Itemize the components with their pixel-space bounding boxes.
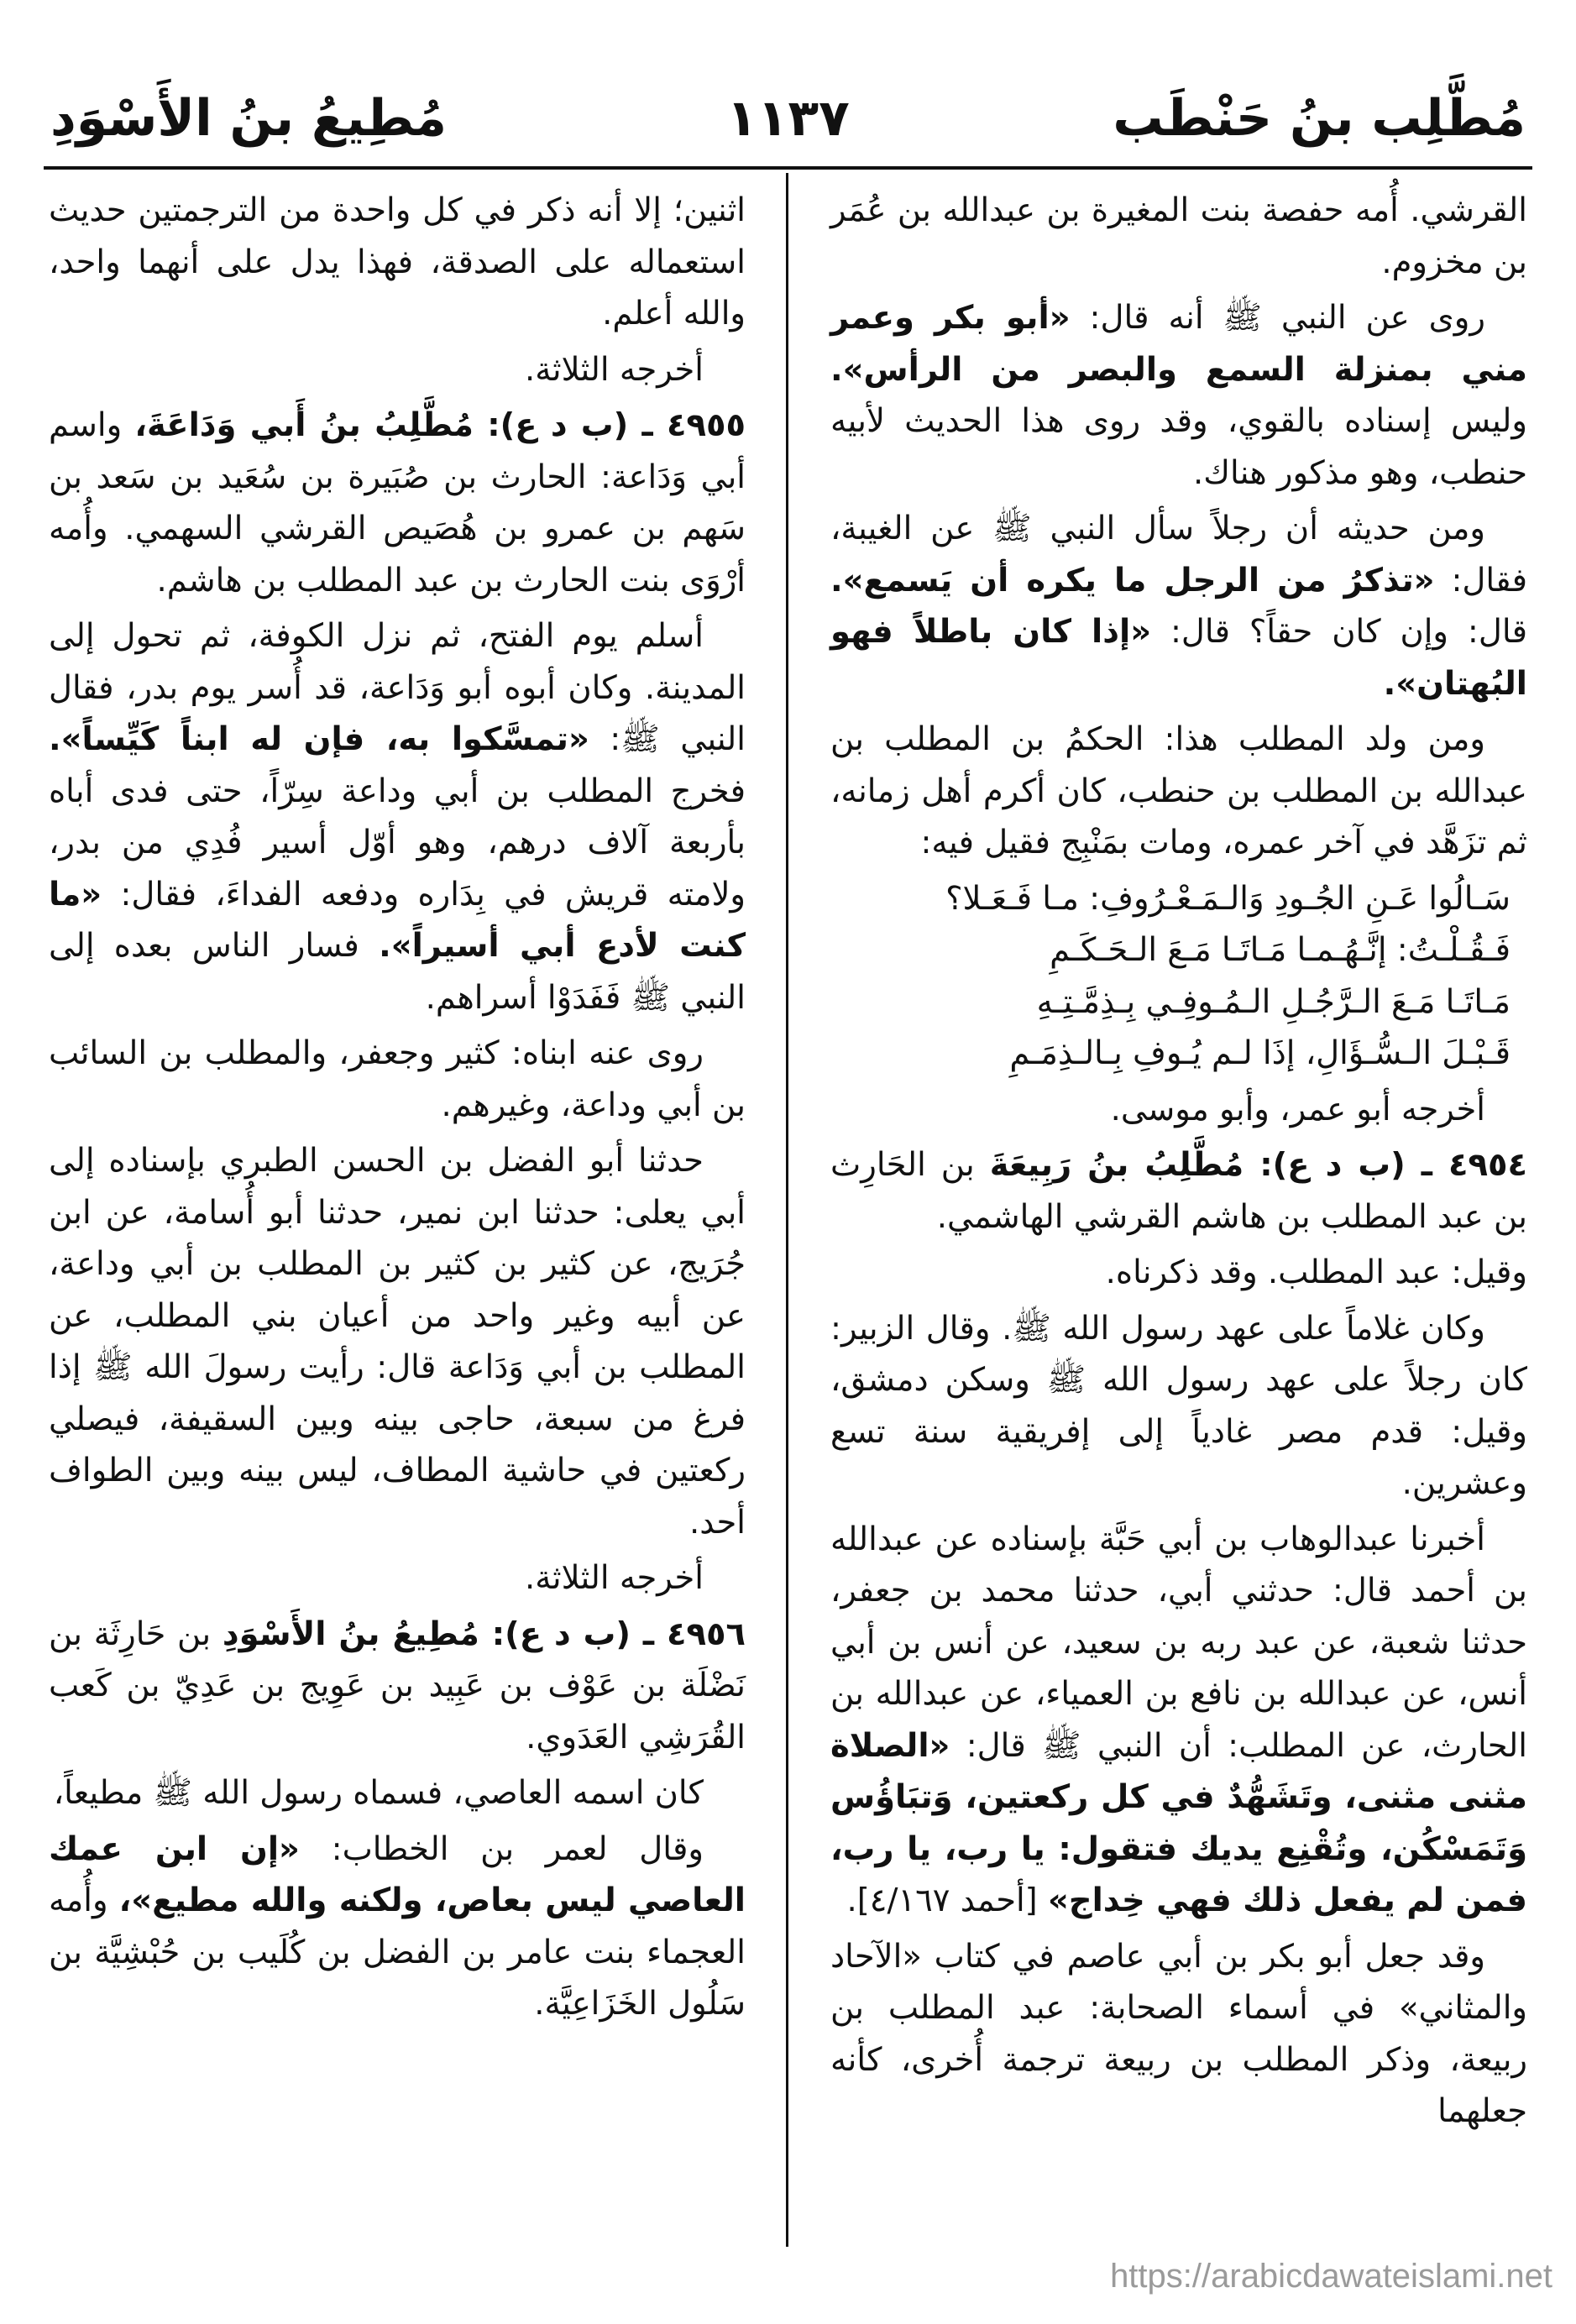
paragraph <box>830 1303 1527 1510</box>
paragraph <box>49 1552 746 1604</box>
text: بن الحَارِث بن عبد المطلب بن هاشم القرشي الهاشمي. <box>830 1146 1527 1236</box>
text: واسم أبي وَدَاعة: الحارث بن صُبَيرة بن سُعَيد بن سَعد بن سَهم بن عمرو بن هُصَيص القرشي السهمي. وأُمه أرْوَى بنت الحارث بن عبد المطلب بن هاشم. <box>49 406 746 599</box>
paragraph <box>49 610 746 1023</box>
verse-line: قَـبْـلَ الـسُّـؤَالِ، إذَا لـم يُـوفِ بِـالـذِمَـمِ <box>1009 1034 1511 1072</box>
hadith-quote: «تذكرُ من الرجل ما يكره أن يَسمع». <box>830 561 1435 599</box>
paragraph <box>830 503 1527 709</box>
column-divider <box>786 173 788 2247</box>
text: روى عنه ابناه: كثير وجعفر، والمطلب بن السائب بن أبي وداعة، وغيرهم. <box>49 1034 746 1124</box>
header-rule <box>44 166 1532 170</box>
poem <box>830 873 1527 1080</box>
paragraph <box>830 292 1527 499</box>
verse-line: فَـقُـلْـتُ: إنَّـهُـمـا مَـاتَـا مَـعَ الـحَـكَـمِ <box>1050 931 1511 969</box>
text: كان اسمه العاصي، فسماه رسول الله ﷺ مطيعاً، <box>53 1774 704 1812</box>
quote: «ما كنت لأدع أبي أسيراً». <box>49 875 746 965</box>
text: اثنين؛ إلا أنه ذكر في كل واحدة من الترجمتين حديث استعماله على الصدقة، فهذا يدل على أنهما واحد، والله أعلم. <box>49 191 746 332</box>
hadith-quote: «الصلاة مثنى مثنى، وتَشَهُّدٌ في كل ركعتين، وَتبَاؤُس وَتَمَسْكُن، وتُقْنِع يديك فتقول: يا رب، يا رب، فمن لم يفعل ذلك فهي خِداج» <box>830 1726 1527 1919</box>
running-title-left: مُطِيعُ بنُ الأَسْوَدِ <box>50 89 448 148</box>
paragraph <box>830 1514 1527 1927</box>
paragraph <box>49 1028 746 1131</box>
verse-line: سَـالُوا عَـنِ الجُـودِ وَالـمَـعْـرُوفِ: مـا فَـعَـلا؟ <box>945 879 1511 918</box>
text: وكان غلاماً على عهد رسول الله ﷺ. وقال الزبير: كان رجلاً على عهد رسول الله ﷺ وسكن دمشق، وقيل: قدم مصر غادياً إلى إفريقية سنة تسع وعشرين. <box>830 1309 1527 1502</box>
text: أسلم يوم الفتح، ثم نزل الكوفة، ثم تحول إلى المدينة. وكان أبوه أبو وَدَاعة، قد أُسر يوم بدر، فقال النبي ﷺ: <box>49 617 746 758</box>
entry-heading: ٤٩٥٤ ـ (ب د ع): مُطَّلِبُ بنُ رَبِيعَةَ <box>989 1146 1527 1184</box>
running-title-right: مُطَّلِب بنُ حَنْطَب <box>1113 89 1526 148</box>
text: أخرجه الثلاثة. <box>524 1559 704 1597</box>
entry-4956 <box>49 1609 746 1764</box>
paragraph <box>830 1084 1527 1136</box>
paragraph <box>830 714 1527 869</box>
hadith-quote: «إن ابن عمك العاصي ليس بعاص، ولكنه والله مطيع»، <box>49 1829 746 1919</box>
text: حدثنا أبو الفضل بن الحسن الطبري بإسناده إلى أبي يعلى: حدثنا ابن نمير، حدثنا أبو أُسامة، عن ابن جُرَيج، عن كثير بن كثير بن المطلب بن أبي وداعة، عن أبيه وغير واحد من أعيان بني المطلب، عن المطلب بن أبي وَدَاعة قال: رأيت رسولَ الله ﷺ إذا فرغ من سبعة، حاجى بينه وبين السقيفة، فيصلي ركعتين في حاشية المطاف، ليس بينه وبين الطواف أحد. <box>49 1142 746 1541</box>
entry-heading: ٤٩٥٥ ـ (ب د ع): مُطَّلِبُ بنُ أَبي وَدَاعَةَ، <box>134 406 746 444</box>
page-header <box>44 84 1532 160</box>
watermark-url: https://arabicdawateislami.net <box>1110 2258 1552 2295</box>
hadith-quote: «تمسَّكوا به، فإن له ابناً كَيِّساً». <box>49 720 589 758</box>
right-column <box>830 185 1527 2142</box>
paragraph <box>49 1135 746 1548</box>
paragraph <box>830 1247 1527 1299</box>
paragraph <box>49 1824 746 2030</box>
text: بن حَارِثَة بن نَضْلَة بن عَوْف بن عَبِيد بن عَوِيج بن عَدِيّ بن كَعب القُرَشِي العَدَوي. <box>49 1615 746 1756</box>
text: فخرج المطلب بن أبي وداعة سِرّاً، حتى فدى أباه بأربعة آلاف درهم، وهو أوّل أسير فُدِي من بدر، ولامته قريش في بِدَاره ودفعه الفداءَ، فقال: <box>49 772 746 913</box>
entry-heading: ٤٩٥٦ ـ (ب د ع): مُطِيعُ بنُ الأَسْوَدِ <box>222 1615 746 1653</box>
paragraph <box>830 185 1527 288</box>
paragraph <box>49 1767 746 1819</box>
text: وقيل: عبد المطلب. وقد ذكرناه. <box>1105 1254 1527 1291</box>
text: وليس إسناده بالقوي، وقد روى هذا الحديث لأبيه حنطب، وهو مذكور هناك. <box>830 402 1527 492</box>
left-column <box>49 185 746 2034</box>
paragraph <box>49 185 746 340</box>
text: فسار الناس بعده إلى النبي ﷺ فَفَدَوْا أسراهم. <box>49 927 746 1017</box>
citation: [أحمد ٤/١٦٧]. <box>846 1882 1048 1919</box>
text: أخرجه الثلاثة. <box>524 350 704 389</box>
paragraph <box>830 1931 1527 2138</box>
text: أخرجه أبو عمر، وأبو موسى. <box>1110 1090 1485 1128</box>
hadith-quote: «إذا كان باطلاً فهو البُهتان». <box>830 613 1527 703</box>
text: روى عن النبي ﷺ أنه قال: <box>1070 299 1485 337</box>
page-number: ١١٣٧ <box>726 89 850 148</box>
text: ومن ولد المطلب هذا: الحكمُ بن المطلب بن عبدالله بن المطلب بن حنطب، كان أكرم أهل زمانه، ثم تزَهَّد في آخر عمره، ومات بمَنْبِج فقيل فيه: <box>830 720 1527 861</box>
text: قال: وإن كان حقاً؟ قال: <box>1151 613 1527 651</box>
text: ومن حديثه أن رجلاً سأل النبي ﷺ عن الغيبة، فقال: <box>830 510 1528 599</box>
text: القرشي. أُمه حفصة بنت المغيرة بن عبدالله بن عُمَر بن مخزوم. <box>830 191 1527 281</box>
entry-4954 <box>830 1139 1527 1243</box>
text: أخبرنا عبدالوهاب بن أبي حَبَّة بإسناده عن عبدالله بن أحمد قال: حدثني أبي، حدثنا محمد بن جعفر، حدثنا شعبة، عن عبد ربه بن سعيد، عن أنس بن أبي أنس، عن عبدالله بن نافع بن العمياء، عن عبدالله بن الحارث، عن المطلب: أن النبي ﷺ قال: <box>830 1520 1527 1765</box>
paragraph <box>49 344 746 396</box>
text: وقال لعمر بن الخطاب: <box>299 1829 704 1868</box>
text: وأُمه العجماء بنت عامر بن الفضل بن كُلَيب بن حُبْشِيَّة بن سَلُول الخَزَاعِيَّة. <box>49 1882 746 2023</box>
text: وقد جعل أبو بكر بن أبي عاصم في كتاب «الآحاد والمثاني» في أسماء الصحابة: عبد المطلب بن ربيعة، وذكر المطلب بن ربيعة ترجمة أُخرى، كأنه جعلهما <box>830 1937 1527 2130</box>
verse-line: مَـاتَـا مَـعَ الـرَّجُـلِ الـمُـوفِـي بِـذِمَّـتِـهِ <box>1036 982 1511 1021</box>
hadith-quote: «أبو بكر وعمر مني بمنزلة السمع والبصر من الرأس». <box>830 299 1527 389</box>
entry-4955 <box>49 400 746 606</box>
